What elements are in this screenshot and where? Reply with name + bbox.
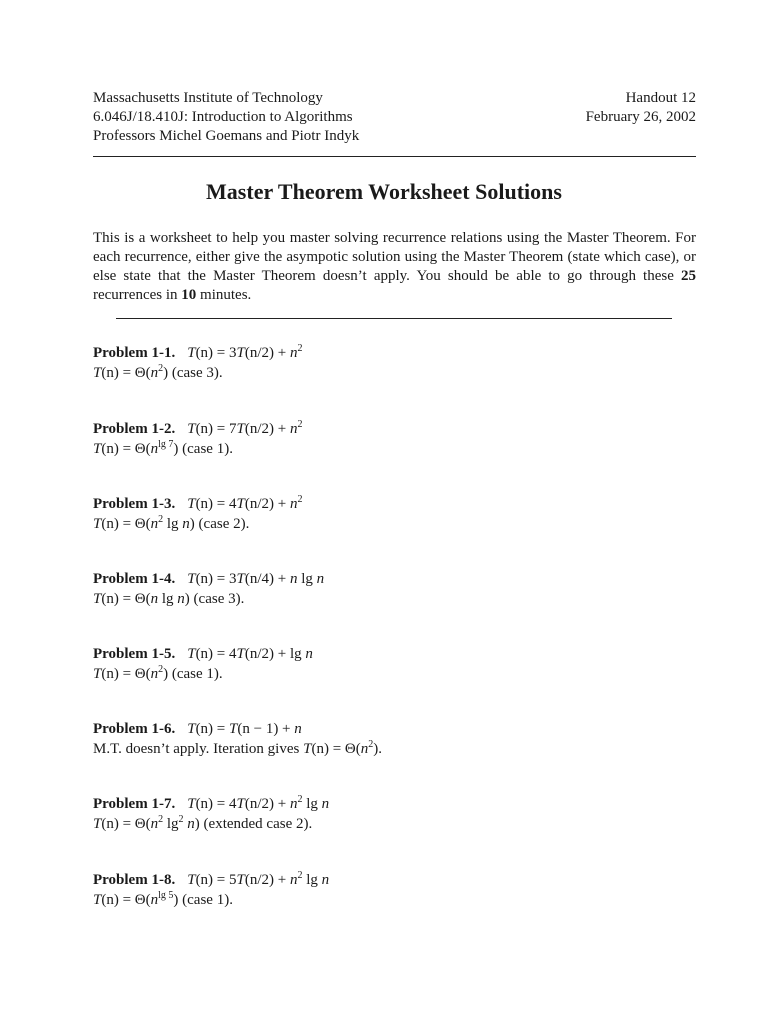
math-text: (n) = Θ( (101, 441, 151, 457)
math-superscript: 2 (368, 739, 374, 750)
problem-1-8 (93, 870, 329, 910)
math-variable: n (150, 441, 159, 457)
math-variable: T (187, 571, 196, 587)
math-text: (n/4) + (244, 571, 290, 587)
math-variable: n (150, 365, 159, 381)
math-variable: T (236, 796, 245, 812)
problem-1-2 (93, 419, 302, 459)
math-variable: T (187, 496, 196, 512)
math-variable: n (289, 421, 298, 437)
intro-count: 25 (681, 268, 696, 284)
math-variable: n (321, 796, 330, 812)
math-variable: T (236, 421, 245, 437)
math-variable: n (150, 816, 159, 832)
math-variable: T (303, 741, 312, 757)
math-text: (n/2) + lg (244, 646, 306, 662)
math-variable: n (294, 721, 302, 737)
math-variable: T (236, 345, 245, 361)
math-text: (n/2) + (244, 796, 290, 812)
math-superscript: lg 7 (158, 439, 174, 450)
math-text: (n) = Θ( (101, 516, 151, 532)
handout-date: February 26, 2002 (585, 109, 696, 125)
math-variable: n (289, 496, 298, 512)
math-text: lg (302, 872, 322, 888)
problem-label: Problem 1-2. (93, 421, 176, 437)
problem-label: Problem 1-5. (93, 646, 176, 662)
math-superscript: 2 (297, 419, 303, 430)
math-text: (n/2) + (244, 421, 290, 437)
math-text: ). (373, 741, 382, 757)
math-variable: T (236, 571, 245, 587)
math-text: (n) = (195, 721, 230, 737)
math-variable: n (305, 646, 313, 662)
math-variable: T (187, 796, 196, 812)
math-text: (n) = Θ( (311, 741, 361, 757)
math-superscript: 2 (297, 343, 303, 354)
problem-label: Problem 1-1. (93, 345, 176, 361)
math-text: lg (158, 591, 178, 607)
solution (93, 739, 382, 759)
page-title: Master Theorem Worksheet Solutions (206, 179, 562, 204)
problem-statement (93, 569, 324, 589)
math-variable: n (150, 666, 159, 682)
math-superscript: 2 (297, 794, 303, 805)
solution (93, 890, 329, 910)
course-name: 6.046J/18.410J: Introduction to Algorithms (93, 109, 353, 125)
math-variable: T (229, 721, 238, 737)
problem-1-1 (93, 343, 302, 383)
problem-statement (93, 870, 329, 890)
math-text: (n) = 7 (195, 421, 237, 437)
math-text: (n) = 5 (195, 872, 237, 888)
math-superscript: 2 (158, 363, 164, 374)
recurrence (187, 872, 329, 888)
math-variable: T (236, 872, 245, 888)
recurrence (187, 796, 329, 812)
math-text: ) (case 1). (173, 892, 233, 908)
math-variable: n (177, 591, 185, 607)
math-text: (n − 1) + (237, 721, 295, 737)
problem-label: Problem 1-8. (93, 872, 176, 888)
header-institution-block (93, 89, 359, 146)
problem-label: Problem 1-6. (93, 721, 176, 737)
intro-divider (116, 318, 672, 319)
math-superscript: 2 (158, 664, 164, 675)
math-text: ) (case 2). (189, 516, 250, 532)
problem-statement (93, 794, 329, 814)
handout-number: Handout 12 (625, 90, 696, 106)
math-superscript: 2 (297, 494, 303, 505)
math-superscript: 2 (178, 814, 184, 825)
math-variable: n (150, 516, 159, 532)
math-variable: T (187, 872, 196, 888)
math-text: (n) = Θ( (101, 892, 151, 908)
math-text: (n) = 4 (195, 796, 237, 812)
math-text: (n) = 3 (195, 345, 237, 361)
problem-1-6 (93, 719, 382, 759)
math-text: (n) = Θ( (101, 666, 151, 682)
problem-statement (93, 343, 302, 363)
recurrence (187, 571, 324, 587)
math-superscript: 2 (158, 514, 164, 525)
math-variable: n (321, 872, 330, 888)
math-variable: n (187, 816, 195, 832)
math-text: (n/2) + (244, 345, 290, 361)
math-superscript: 2 (297, 870, 303, 881)
math-variable: T (93, 816, 102, 832)
solution (93, 589, 324, 609)
header-divider (93, 156, 696, 157)
problem-label: Problem 1-4. (93, 571, 176, 587)
math-variable: n (360, 741, 369, 757)
header-handout-block (586, 89, 696, 127)
math-text: lg (297, 571, 317, 587)
math-variable: T (93, 516, 102, 532)
math-variable: n (182, 516, 190, 532)
math-variable: n (289, 345, 298, 361)
math-variable: T (93, 591, 102, 607)
math-text: ) (case 1). (173, 441, 233, 457)
math-text: lg (163, 816, 179, 832)
math-variable: n (150, 892, 159, 908)
math-text: (n) = 4 (195, 646, 237, 662)
math-text: ) (case 1). (163, 666, 223, 682)
math-superscript: 2 (158, 814, 164, 825)
problem-1-3 (93, 494, 302, 534)
math-text: lg (163, 516, 183, 532)
recurrence (187, 646, 313, 662)
intro-text-1: This is a worksheet to help you master solving recurrence relations using the Master Theorem. For each recurrence, either give the asympotic solution using the Master Theorem (state which case), or else state that the Master Theorem doesn’t apply. You should be able to go through these (93, 230, 696, 284)
math-variable: n (150, 591, 159, 607)
problem-statement (93, 719, 382, 739)
math-variable: T (187, 646, 196, 662)
solution (93, 814, 329, 834)
math-text: M.T. doesn’t apply. Iteration gives (93, 741, 304, 757)
math-variable: T (187, 721, 196, 737)
math-variable: T (93, 365, 102, 381)
math-text: ) (case 3). (184, 591, 245, 607)
math-variable: T (236, 646, 245, 662)
intro-text-3: minutes. (196, 287, 252, 303)
solution (93, 439, 302, 459)
recurrence (187, 496, 302, 512)
math-superscript: lg 5 (158, 890, 174, 901)
solution (93, 363, 302, 383)
intro-paragraph (93, 229, 696, 305)
math-variable: T (93, 441, 102, 457)
math-text: (n/2) + (244, 496, 290, 512)
problem-label: Problem 1-3. (93, 496, 176, 512)
math-variable: n (289, 796, 298, 812)
problem-statement (93, 419, 302, 439)
problem-label: Problem 1-7. (93, 796, 176, 812)
solution (93, 664, 313, 684)
problem-statement (93, 644, 313, 664)
math-variable: T (187, 421, 196, 437)
math-text: (n) = Θ( (101, 816, 151, 832)
math-variable: T (236, 496, 245, 512)
math-variable: n (289, 571, 298, 587)
math-text: (n) = Θ( (101, 591, 151, 607)
math-variable: n (289, 872, 298, 888)
intro-minutes: 10 (181, 287, 197, 303)
math-text: (n) = 3 (195, 571, 237, 587)
recurrence (187, 345, 302, 361)
math-text: ) (case 3). (163, 365, 223, 381)
math-text: (n/2) + (244, 872, 290, 888)
institution-name: Massachusetts Institute of Technology (93, 90, 323, 106)
problem-1-4 (93, 569, 324, 609)
math-text: (n) = Θ( (101, 365, 151, 381)
recurrence (187, 421, 302, 437)
solution (93, 514, 302, 534)
professors: Professors Michel Goemans and Piotr Indyk (93, 128, 360, 144)
math-variable: n (316, 571, 325, 587)
problem-1-7 (93, 794, 329, 834)
math-variable: T (93, 666, 102, 682)
problem-1-5 (93, 644, 313, 684)
math-text: (n) = 4 (195, 496, 237, 512)
problem-statement (93, 494, 302, 514)
math-variable: T (93, 892, 102, 908)
math-text: ) (extended case 2). (194, 816, 313, 832)
recurrence (187, 721, 302, 737)
intro-text-2: recurrences in (93, 287, 182, 303)
math-variable: T (187, 345, 196, 361)
math-text: lg (302, 796, 322, 812)
